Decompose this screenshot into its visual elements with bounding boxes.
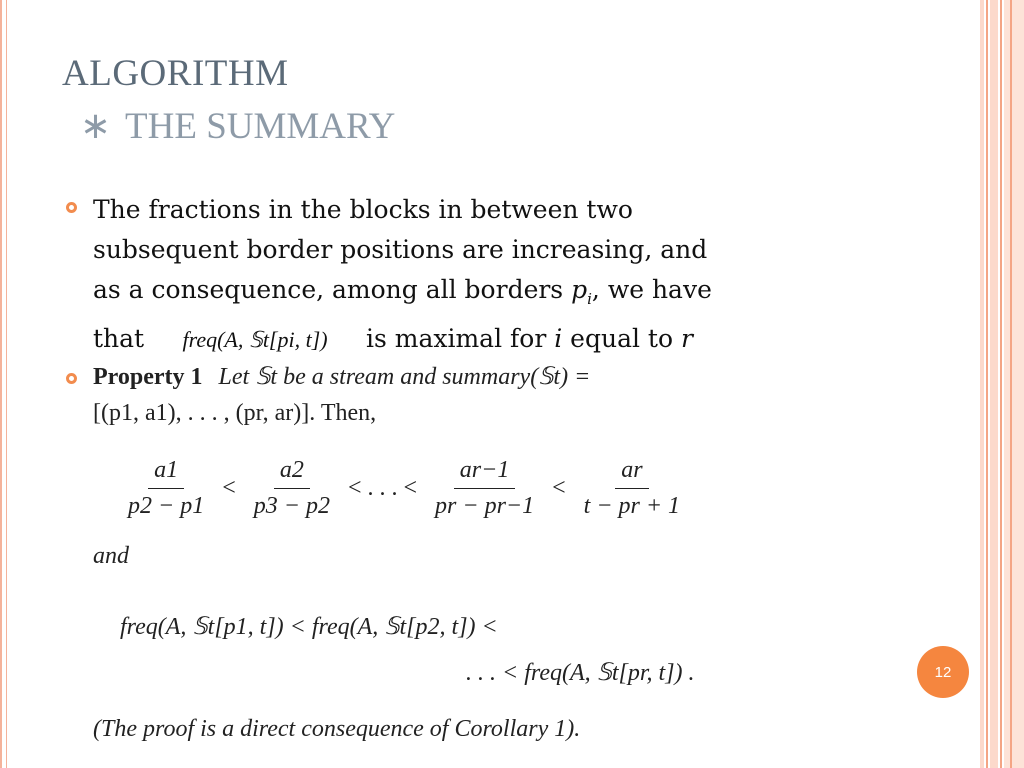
page-number-badge: 12 (917, 646, 969, 698)
right-border-stripe (1004, 0, 1024, 768)
math-variable: p (571, 275, 588, 304)
bullet-ring-icon (66, 373, 77, 384)
fraction (248, 457, 336, 520)
relation: < (552, 474, 566, 501)
proof-note: (The proof is a direct consequence of Corollary 1). (93, 716, 581, 742)
left-border-decoration (0, 0, 12, 768)
denominator: p3 − p2 (253, 492, 330, 519)
bullet-ring-icon (66, 202, 77, 213)
right-border-stripe (986, 0, 988, 768)
paragraph-line (93, 270, 873, 319)
text-run: is maximal for (358, 324, 555, 353)
right-border-stripe (980, 0, 984, 768)
slide-title: ALGORITHM (62, 53, 289, 94)
inline-formula: freq(A, 𝕊t[pi, t]) (182, 327, 328, 352)
and-text: and (93, 543, 129, 569)
numerator: a2 (274, 457, 310, 489)
right-border-stripe (1010, 0, 1012, 768)
text-run: as a consequence, among all borders (93, 275, 572, 304)
numerator: ar (615, 457, 648, 489)
fraction (122, 457, 210, 520)
slide-subtitle (80, 104, 395, 148)
relation: < (222, 474, 236, 501)
text-run: that (93, 324, 153, 353)
property-statement-cont: [(p1, a1), . . . , (pr, ar)]. Then, (93, 400, 377, 426)
numerator: ar−1 (454, 457, 516, 489)
math-variable: r (680, 324, 693, 353)
relation: < . . . < (347, 474, 418, 501)
paragraph-line: subsequent border positions are increasing, and (93, 235, 708, 264)
text-run: equal to (562, 324, 681, 353)
math-subscript: i (587, 290, 592, 308)
paragraph-line (93, 319, 873, 360)
property-statement (93, 362, 590, 391)
property-label: Property 1 (93, 364, 203, 390)
denominator: p2 − p1 (128, 492, 205, 519)
right-border-stripe (1000, 0, 1002, 768)
subtitle-marker: ∗ (80, 106, 112, 147)
right-border-stripe (990, 0, 998, 768)
fraction (578, 457, 686, 520)
subtitle-text: THE SUMMARY (125, 106, 396, 147)
left-border-stripe (6, 0, 7, 768)
fraction-inequality (118, 448, 690, 528)
freq-inequality-line: freq(A, 𝕊t[p1, t]) < freq(A, 𝕊t[p2, t]) < (120, 614, 498, 640)
bullet-paragraph (93, 190, 873, 360)
text-run: , we have (591, 275, 712, 304)
denominator: pr − pr−1 (435, 492, 535, 519)
freq-inequality-line: . . . < freq(A, 𝕊t[pr, t]) . (466, 660, 695, 686)
numerator: a1 (148, 457, 184, 489)
denominator: t − pr + 1 (583, 492, 681, 519)
paragraph-line: The fractions in the blocks in between two (93, 195, 633, 224)
property-text: Let 𝕊t be a stream and summary(𝕊t) = (218, 364, 591, 390)
fraction (429, 457, 540, 520)
math-variable: i (554, 324, 563, 353)
